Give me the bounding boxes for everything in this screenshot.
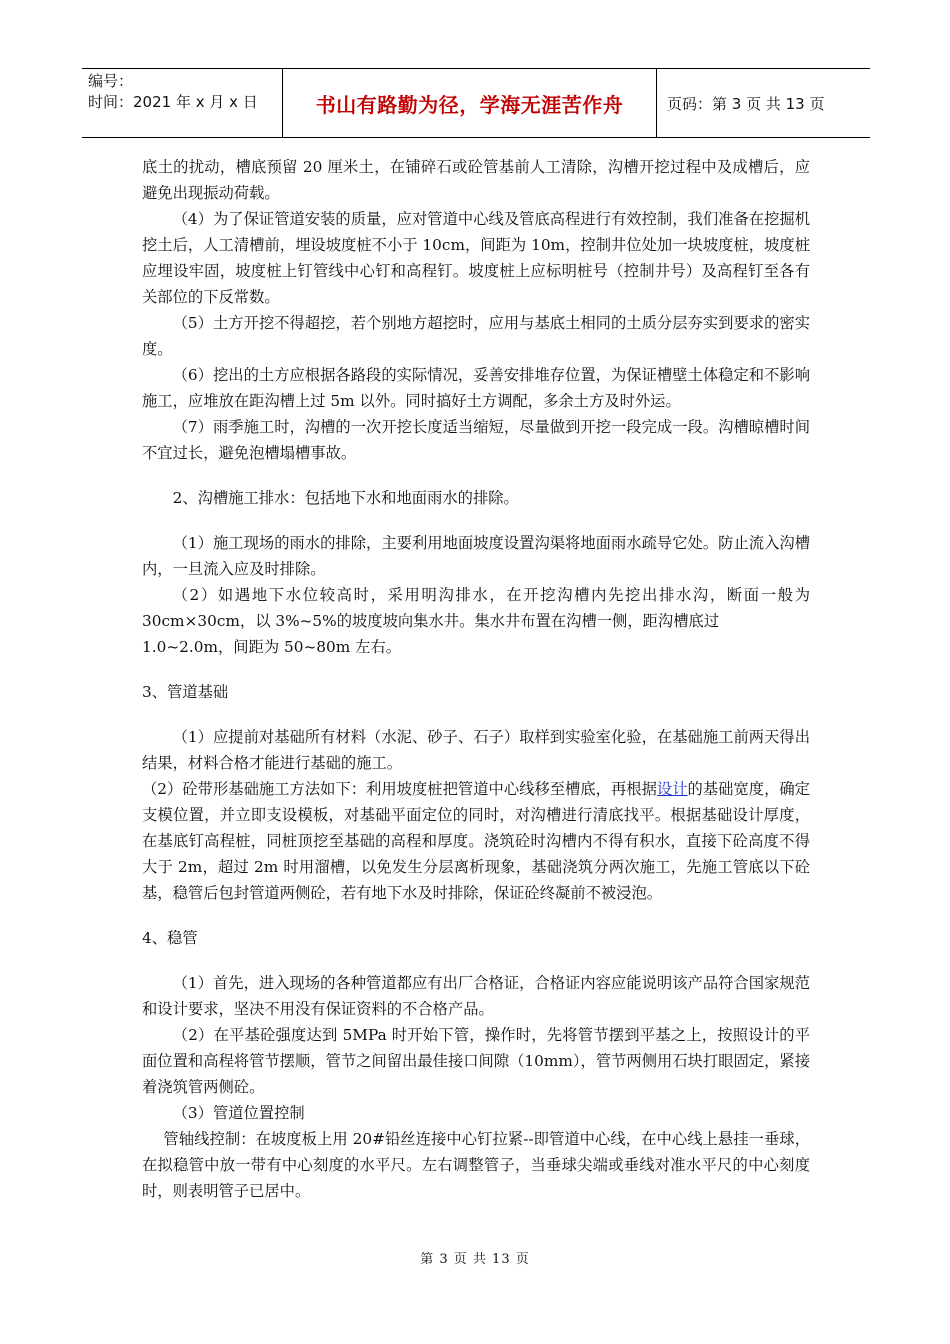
paragraph: （4）为了保证管道安装的质量，应对管道中心线及管底高程进行有效控制，我们准备在挖掘机挖土后，人工清槽前，埋设坡度桩不小于 10cm，间距为 10m，控制井位处加一块坡度桩，坡度桩应埋设牢固，坡度桩上钉管线中心钉和高程钉。坡度桩上应标明桩号（控制井号）及高程钉至各有关部位的下反常数。: [142, 210, 810, 306]
paragraph: （5）土方开挖不得超挖，若个别地方超挖时，应用与基底土相同的土质分层夯实到要求的密实度。: [142, 314, 810, 358]
document-body: [142, 154, 810, 1204]
paragraph-text: （2）砼带形基础施工方法如下：利用坡度桩把管道中心线移至槽底，再根据: [142, 780, 657, 798]
document-date: 时间：2021 年 x 月 x 日: [88, 93, 258, 111]
paragraph: （1）应提前对基础所有材料（水泥、砂子、石子）取样到实验室化验，在基础施工前两天得出结果，材料合格才能进行基础的施工。: [142, 728, 810, 772]
page-header: [82, 68, 870, 138]
paragraph-text: 的基础宽度，确定支模位置，并立即支设模板，对基础平面定位的同时，对沟槽进行清底找平。根据基础设计厚度，在基底钉高程桩，同桩顶挖至基础的高程和厚度。浇筑砼时沟槽内不得有积水，直接下砼高度不得大于 2m，超过 2m 时用溜槽，以免发生分层离析现象，基础浇筑分两次施工，先施工管底以下砼基，稳管后包封管道两侧砼，若有地下水及时排除，保证砼终凝前不被浸泡。: [142, 780, 810, 902]
paragraph: （2）如遇地下水位较高时，采用明沟排水，在开挖沟槽内先挖出排水沟，断面一般为 30cm×30cm，以 3%~5%的坡度坡向集水井。集水井布置在沟槽一侧，距沟槽底过: [142, 586, 810, 630]
page-footer: 第 3 页 共 13 页: [420, 1252, 530, 1267]
document-number-label: 编号：: [88, 72, 134, 90]
paragraph: （7）雨季施工时，沟槽的一次开挖长度适当缩短，尽量做到开挖一段完成一段。沟槽晾槽时间不宜过长，避免泡槽塌槽事故。: [142, 418, 810, 462]
section-heading: 2、沟槽施工排水：包括地下水和地面雨水的排除。: [172, 489, 519, 507]
paragraph: 1.0~2.0m，间距为 50~80m 左右。: [142, 638, 402, 656]
paragraph: （1）施工现场的雨水的排除，主要利用地面坡度设置沟渠将地面雨水疏导它处。防止流入沟槽内，一旦流入应及时排除。: [142, 534, 810, 578]
paragraph: [142, 776, 810, 906]
paragraph: （2）在平基砼强度达到 5MPa 时开始下管，操作时，先将管节摆到平基之上，按照设计的平面位置和高程将管节摆顺，管节之间留出最佳接口间隙（10mm），管节两侧用石块打眼固定，紧接着浇筑管两侧砼。: [142, 1026, 810, 1096]
section-heading: 4、稳管: [142, 929, 198, 947]
paragraph: （1）首先，进入现场的各种管道都应有出厂合格证，合格证内容应能说明该产品符合国家规范和设计要求，坚决不用没有保证资料的不合格产品。: [142, 974, 810, 1018]
section-heading: 3、管道基础: [142, 683, 229, 701]
header-motto: 书山有路勤为径，学海无涯苦作舟: [282, 69, 657, 137]
header-page-number: 页码：第 3 页 共 13 页: [667, 94, 825, 113]
paragraph: 管轴线控制：在坡度板上用 20#铅丝连接中心钉拉紧--即管道中心线，在中心线上悬挂一垂球，在拟稳管中放一带有中心刻度的水平尺。左右调整管子，当垂球尖端或垂线对准水平尺的中心刻度时，则表明管子已居中。: [142, 1130, 810, 1200]
paragraph: （3）管道位置控制: [172, 1104, 305, 1122]
paragraph: （6）挖出的土方应根据各路段的实际情况，妥善安排堆存位置，为保证槽壁土体稳定和不影响施工，应堆放在距沟槽上过 5m 以外。同时搞好土方调配，多余土方及时外运。: [142, 366, 810, 410]
design-link[interactable]: 设计: [656, 780, 688, 798]
header-meta: [82, 69, 282, 137]
paragraph: 底土的扰动，槽底预留 20 厘米土，在铺碎石或砼管基前人工清除，沟槽开挖过程中及成槽后，应避免出现振动荷载。: [142, 158, 810, 202]
